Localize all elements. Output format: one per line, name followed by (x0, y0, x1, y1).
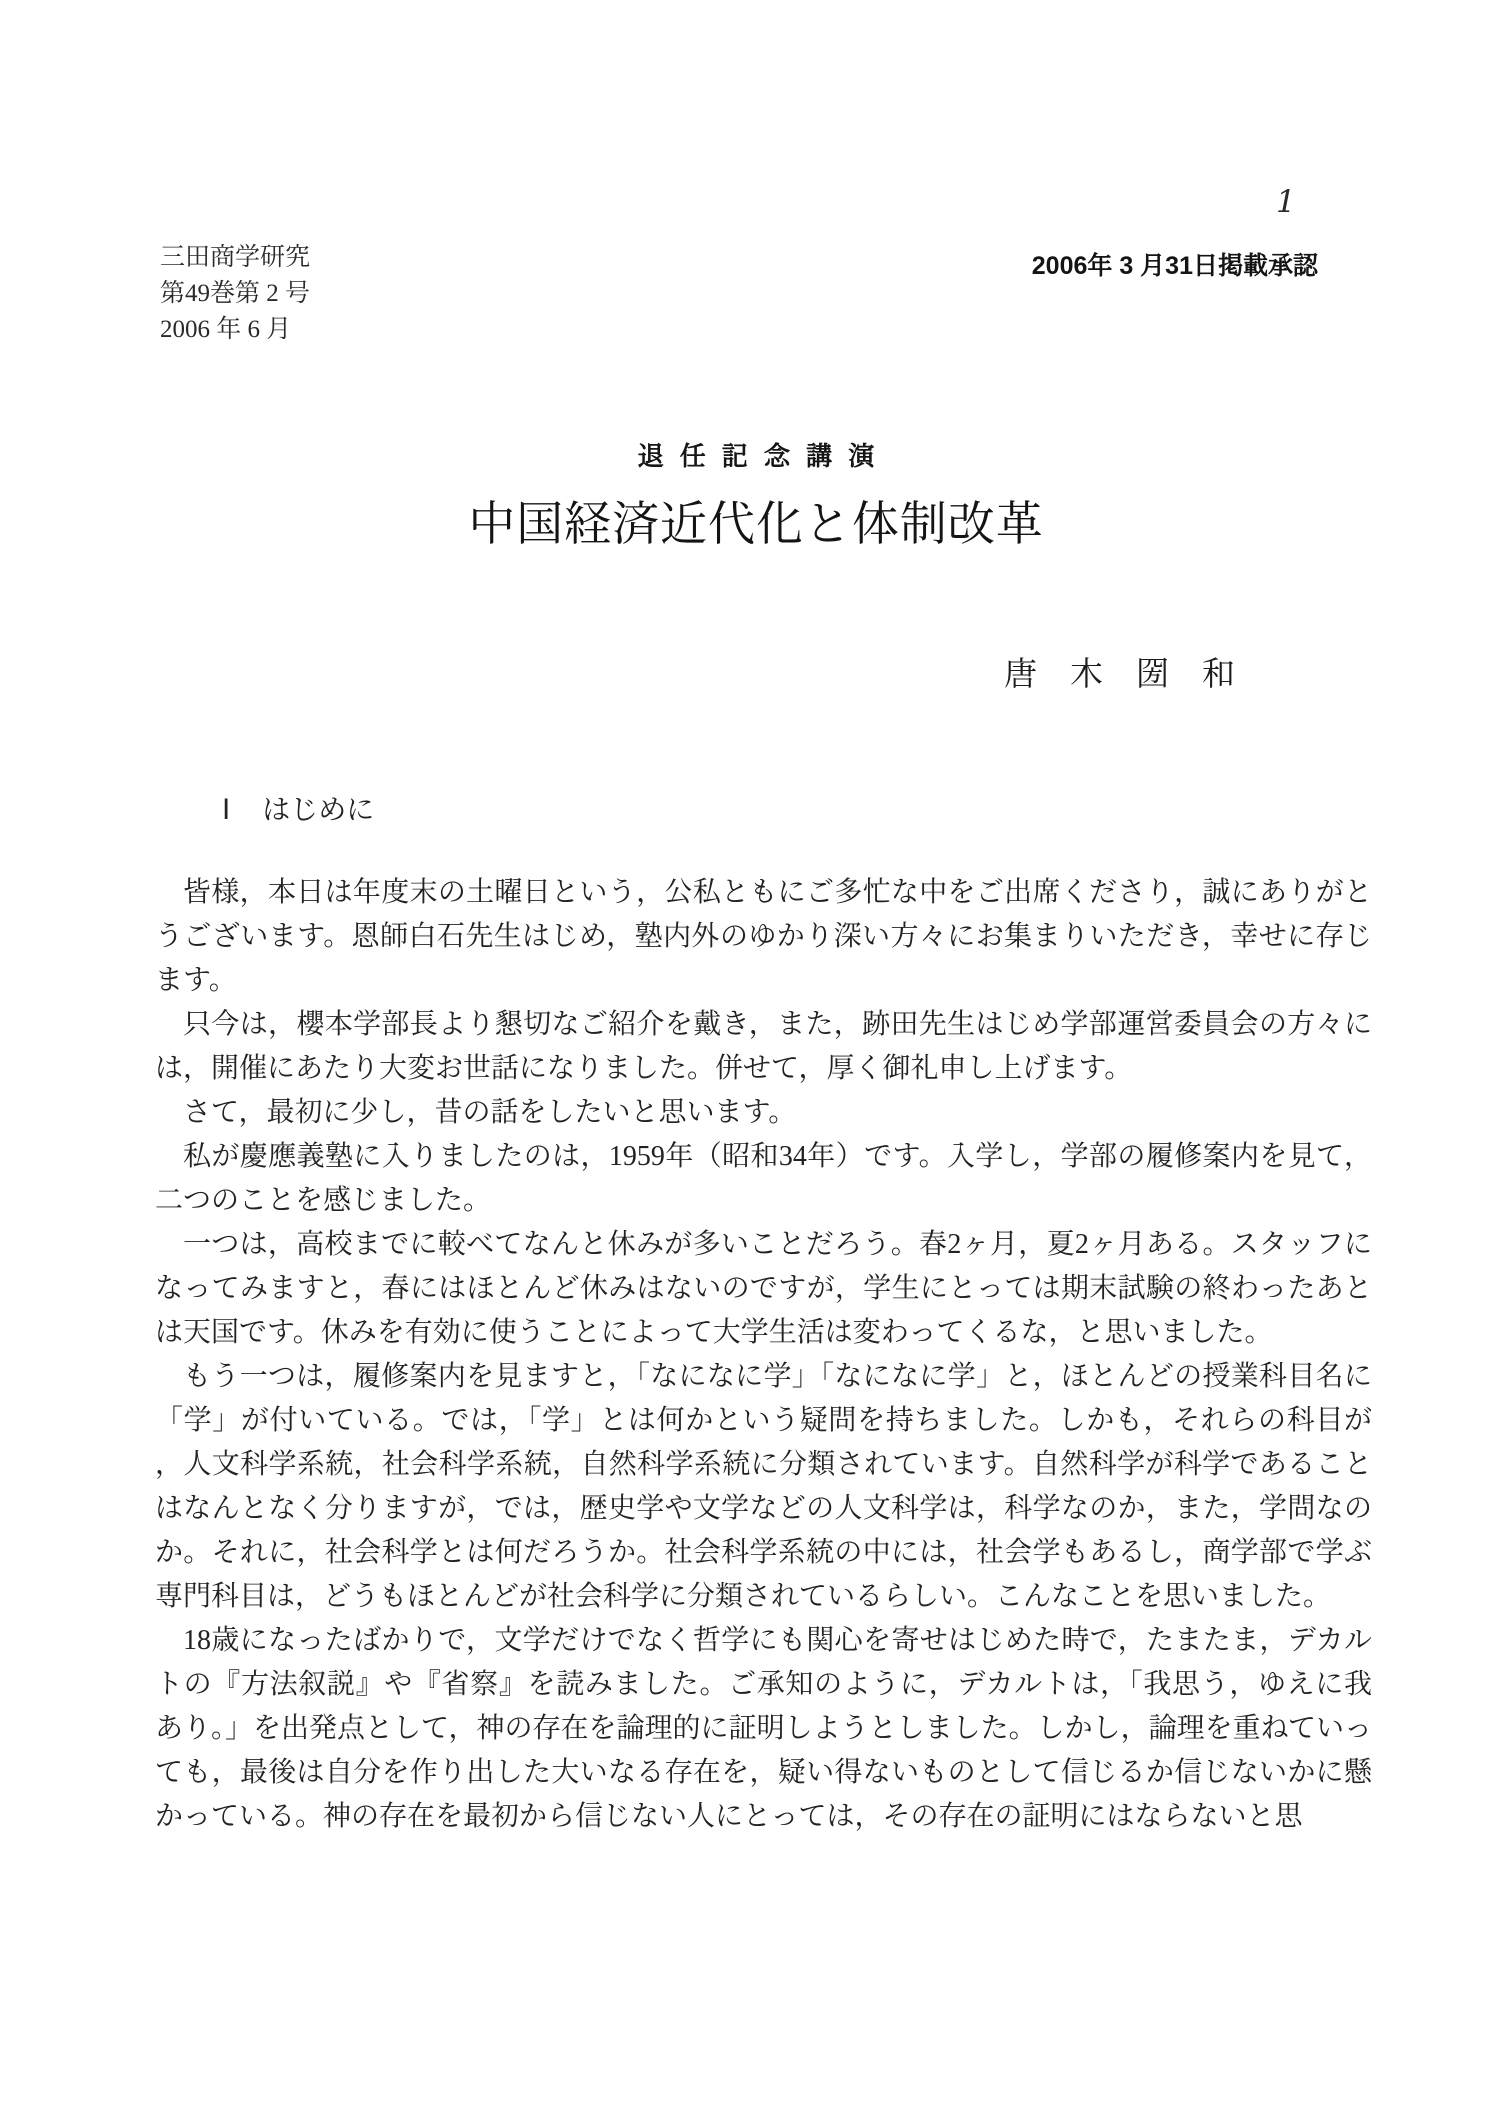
paragraph: 只今は，櫻本学部長より懇切なご紹介を戴き，また，跡田先生はじめ学部運営委員会の方々には，開催にあたり大変お世話になりました。併せて，厚く御礼申し上げます。 (155, 1009, 1372, 1084)
section-numeral: Ⅰ (222, 795, 231, 826)
paragraph: 18歳になったばかりで，文学だけでなく哲学にも関心を寄せはじめた時で，たまたま，デカルトの『方法叙説』や『省察』を読みました。ご承知のように，デカルトは，「我思う，ゆえに我あり。」を出発点として，神の存在を論理的に証明しようとしました。しかし，論理を重ねていっても，最後は自分を作り出した大いなる存在を，疑い得ないものとして信じるか信じないかに懸かっている。神の存在を最初から信じない人にとっては，その存在の証明にはならないと思 (155, 1625, 1372, 1832)
lecture-type-label: 退任記念講演 (637, 441, 891, 471)
page-number: 1 (1276, 184, 1296, 220)
section-heading (222, 788, 374, 828)
body-text (155, 871, 1372, 1839)
article-title: 中国経済近代化と体制改革 (468, 499, 1044, 551)
paragraph: 私が慶應義塾に入りましたのは，1959年（昭和34年）です。入学し，学部の履修案内を見て，二つのことを感じました。 (155, 1141, 1372, 1216)
journal-name: 三田商学研究 (160, 244, 311, 271)
paragraph: 一つは，高校までに較べてなんと休みが多いことだろう。春2ヶ月，夏2ヶ月ある。スタッフになってみますと，春にはほとんど休みはないのですが，学生にとっては期末試験の終わったあとは天国です。休みを有効に使うことによって大学生活は変わってくるな，と思いました。 (155, 1229, 1372, 1348)
author-name: 唐 木 圀 和 (1004, 657, 1235, 693)
paragraph: 皆様，本日は年度末の土曜日という，公私ともにご多忙な中をご出席くださり，誠にありがとうございます。恩師白石先生はじめ，塾内外のゆかり深い方々にお集まりいただき，幸せに存じます。 (155, 877, 1372, 996)
publication-approval-note: 2006年 3 月31日掲載承認 (1031, 252, 1318, 280)
paragraph: さて，最初に少し，昔の話をしたいと思います。 (183, 1097, 797, 1128)
journal-volume: 第49巻第 2 号 (160, 280, 311, 307)
section-title: はじめに (262, 795, 375, 826)
journal-info-block (160, 240, 310, 348)
journal-date: 2006 年 6 月 (160, 316, 292, 343)
paragraph: もう一つは，履修案内を見ますと，「なになに学」「なになに学」と，ほとんどの授業科目名に「学」が付いている。では，「学」とは何かという疑問を持ちました。しかも，それらの科目が，人文科学系統，社会科学系統，自然科学系統に分類されています。自然科学が科学であることはなんとなく分りますが，では，歴史学や文学などの人文科学は，科学なのか，また，学問なのか。それに，社会科学とは何だろうか。社会科学系統の中には，社会学もあるし，商学部で学ぶ専門科目は，どうもほとんどが社会科学に分類されているらしい。こんなことを思いました。 (155, 1361, 1372, 1612)
